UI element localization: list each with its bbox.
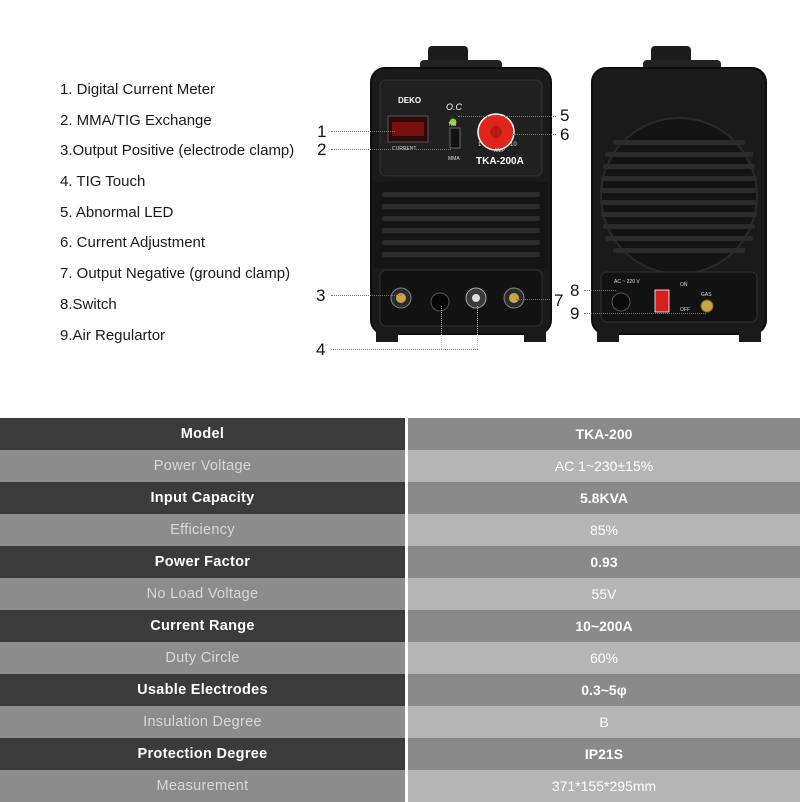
on-label: ON <box>680 282 688 288</box>
callout-3: 3 <box>316 286 326 305</box>
feature-list <box>60 80 294 356</box>
spec-label: Usable Electrodes <box>0 674 405 706</box>
callout-4: 4 <box>316 340 326 359</box>
callout-2: 2 <box>317 140 327 159</box>
callout-leader <box>584 313 706 314</box>
callout-leader <box>458 116 556 117</box>
spec-value: 5.8KVA <box>405 482 800 514</box>
table-row <box>0 514 800 546</box>
welder-back-view <box>589 46 769 346</box>
callout-leader <box>331 349 478 350</box>
callout-7: 7 <box>554 291 564 310</box>
spec-label: Current Range <box>0 610 405 642</box>
table-row <box>0 482 800 514</box>
callout-leader <box>584 290 616 291</box>
feature-item: 6. Current Adjustment <box>60 234 206 252</box>
spec-value: 10~200A <box>405 610 800 642</box>
table-row <box>0 642 800 674</box>
feature-item: 5. Abnormal LED <box>60 203 174 221</box>
callout-leader <box>512 134 556 135</box>
callout-8: 8 <box>570 281 580 300</box>
table-row <box>0 738 800 770</box>
callout-leader <box>331 131 395 132</box>
callout-leader <box>477 306 478 349</box>
spec-value: B <box>405 706 800 738</box>
spec-label: Duty Circle <box>0 642 405 674</box>
callout-leader <box>331 295 401 296</box>
spec-table <box>0 418 800 800</box>
spec-value: TKA-200 <box>405 418 800 450</box>
callout-leader <box>441 306 442 349</box>
off-label: OFF <box>680 307 690 313</box>
callout-6: 6 <box>560 125 570 144</box>
callout-1: 1 <box>317 122 327 141</box>
table-row <box>0 546 800 578</box>
spec-value: 0.3~5φ <box>405 674 800 706</box>
callout-leader <box>331 149 451 150</box>
feature-item: 8.Switch <box>60 295 117 313</box>
feature-item: 3.Output Positive (electrode clamp) <box>60 142 295 160</box>
spec-value: IP21S <box>405 738 800 770</box>
spec-label: Power Factor <box>0 546 405 578</box>
feature-item: 4. TIG Touch <box>60 173 146 191</box>
spec-value: 371*155*295mm <box>405 770 800 802</box>
spec-label: Efficiency <box>0 514 405 546</box>
spec-label: Insulation Degree <box>0 706 405 738</box>
spec-value: 85% <box>405 514 800 546</box>
spec-label: Model <box>0 418 405 450</box>
mma-label: MMA <box>448 156 460 162</box>
feature-item: 1. Digital Current Meter <box>60 81 216 98</box>
spec-label: No Load Voltage <box>0 578 405 610</box>
spec-label: Power Voltage <box>0 450 405 482</box>
callout-leader <box>516 299 550 300</box>
table-row <box>0 418 800 450</box>
oc-label: O.C <box>446 102 463 112</box>
table-row <box>0 578 800 610</box>
spec-value: 60% <box>405 642 800 674</box>
brand-label: DEKO <box>398 96 422 105</box>
table-row <box>0 450 800 482</box>
spec-label: Measurement <box>0 770 405 802</box>
feature-item: 7. Output Negative (ground clamp) <box>60 265 291 283</box>
feature-item: 2. MMA/TIG Exchange <box>60 111 212 129</box>
callout-9: 9 <box>570 304 580 323</box>
feature-item: 9.Air Regulartor <box>60 326 166 344</box>
spec-label: Protection Degree <box>0 738 405 770</box>
table-row <box>0 770 800 802</box>
meter-label: CURRENT <box>392 146 417 152</box>
spec-label: Input Capacity <box>0 482 405 514</box>
welder-front-view <box>368 46 554 346</box>
dial-min-label: 1 <box>478 142 482 148</box>
spec-value: AC 1~230±15% <box>405 450 800 482</box>
dial-max-label: 10 <box>510 142 517 148</box>
table-row <box>0 674 800 706</box>
amp-label: AMP <box>494 148 505 154</box>
spec-value: 0.93 <box>405 546 800 578</box>
tig-label: TIG <box>448 122 457 128</box>
spec-value: 55V <box>405 578 800 610</box>
table-row <box>0 706 800 738</box>
ac-label: AC ~ 220 V <box>614 279 640 285</box>
callout-5: 5 <box>560 106 570 125</box>
model-label: TKA-200A <box>476 156 524 167</box>
table-row <box>0 610 800 642</box>
gas-label: GAS <box>701 292 712 298</box>
